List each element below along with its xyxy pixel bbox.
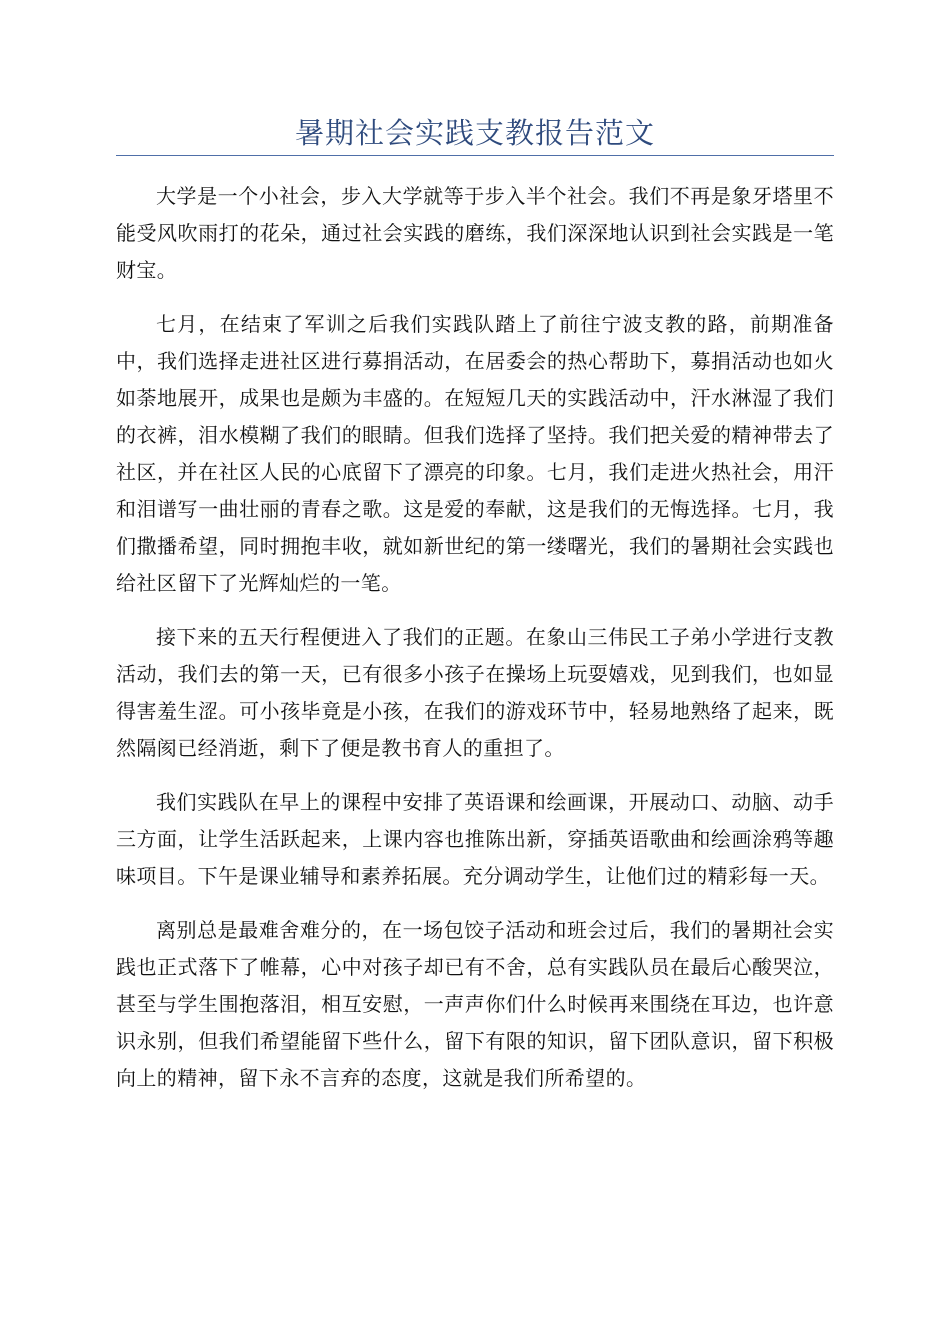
document-body <box>116 178 834 1114</box>
title-block <box>116 110 834 156</box>
paragraph-5: 离别总是最难舍难分的，在一场包饺子活动和班会过后，我们的暑期社会实践也正式落下了帷幕，心中对孩子却已有不舍，总有实践队员在最后心酸哭泣，甚至与学生围抱落泪，相互安慰，一声声你们什么时候再来围绕在耳边，也许意识永别，但我们希望能留下些什么，留下有限的知识，留下团队意识，留下积极向上的精神，留下永不言弃的态度，这就是我们所希望的。 <box>116 918 834 1090</box>
paragraph-2: 七月，在结束了军训之后我们实践队踏上了前往宁波支教的路，前期准备中，我们选择走进社区进行募捐活动，在居委会的热心帮助下，募捐活动也如火如荼地展开，成果也是颇为丰盛的。在短短几天的实践活动中，汗水淋湿了我们的衣裤，泪水模糊了我们的眼睛。但我们选择了坚持。我们把关爱的精神带去了社区，并在社区人民的心底留下了漂亮的印象。七月，我们走进火热社会，用汗和泪谱写一曲壮丽的青春之歌。这是爱的奉献，这是我们的无悔选择。七月，我们撒播希望，同时拥抱丰收，就如新世纪的第一缕曙光，我们的暑期社会实践也给社区留下了光辉灿烂的一笔。 <box>116 312 834 595</box>
paragraph-3: 接下来的五天行程便进入了我们的正题。在象山三伟民工子弟小学进行支教活动，我们去的第一天，已有很多小孩子在操场上玩耍嬉戏，见到我们，也如显得害羞生涩。可小孩毕竟是小孩，在我们的游戏环节中，轻易地熟络了起来，既然隔阂已经消逝，剩下了便是教书育人的重担了。 <box>116 625 834 760</box>
paragraph-1: 大学是一个小社会，步入大学就等于步入半个社会。我们不再是象牙塔里不能受风吹雨打的花朵，通过社会实践的磨练，我们深深地认识到社会实践是一笔财宝。 <box>116 184 834 282</box>
page-title: 暑期社会实践支教报告范文 <box>294 116 655 150</box>
paragraph-4: 我们实践队在早上的课程中安排了英语课和绘画课，开展动口、动脑、动手三方面，让学生活跃起来，上课内容也推陈出新，穿插英语歌曲和绘画涂鸦等趣味项目。下午是课业辅导和素养拓展。充分调动学生，让他们过的精彩每一天。 <box>116 790 834 888</box>
